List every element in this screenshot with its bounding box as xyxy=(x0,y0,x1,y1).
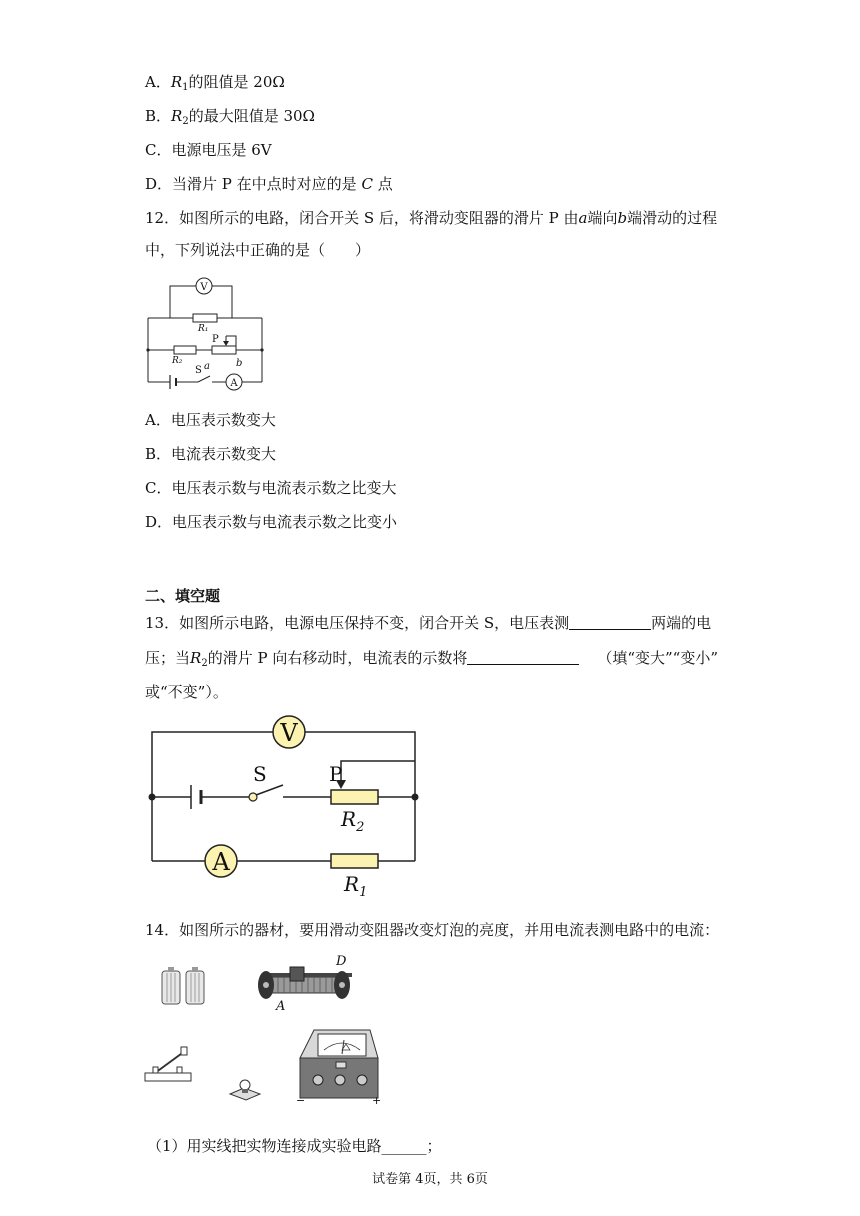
q11-option-b: B．$R_2$的最大阻值是 30Ω xyxy=(145,107,315,127)
q11-option-a: A．$R_1$的阻值是 20Ω xyxy=(145,73,285,93)
q13-p-label: P xyxy=(329,762,343,786)
q12-r2-label: R₂ xyxy=(172,356,183,366)
ammeter-plus-label: + xyxy=(372,1094,382,1107)
q13-ammeter-label: A xyxy=(212,848,230,876)
q13-stem-line1: 13．如图所示电路，电源电压保持不变，闭合开关 S，电压表测 两端的电 xyxy=(145,614,712,632)
q13-r1-label: $R_1$ xyxy=(344,872,368,900)
q12-p-label: P xyxy=(212,334,219,345)
q12-s-label: S xyxy=(195,365,202,376)
rheostat-terminal-d: D xyxy=(336,954,347,969)
ammeter-image xyxy=(294,1028,384,1106)
q12-option-d: D．电压表示数与电流表示数之比变小 xyxy=(145,513,398,531)
q13-circuit-diagram xyxy=(145,715,425,900)
q12-option-b: B．电流表示数变大 xyxy=(145,445,277,463)
q12-a-label: a xyxy=(204,361,210,372)
knife-switch-image xyxy=(143,1045,195,1085)
rheostat-terminal-a: A xyxy=(276,999,286,1014)
q13-s-label: S xyxy=(253,762,267,786)
q12-option-c: C．电压表示数与电流表示数之比变大 xyxy=(145,479,397,497)
q13-r2-label: $R_2$ xyxy=(341,807,365,835)
q13-stem-line2: 压；当$R_2$的滑片 P 向右移动时，电流表的示数将 （填“变大”“变小” xyxy=(145,649,719,669)
q12-voltmeter-label: V xyxy=(200,282,208,293)
q12-ammeter-label: A xyxy=(230,378,238,389)
q12-circuit-diagram xyxy=(140,272,270,390)
q13-blank-2[interactable] xyxy=(467,650,579,665)
lamp-socket-image xyxy=(228,1076,262,1102)
q14-subquestion-1: （1）用实线把实物连接成实验电路______； xyxy=(147,1137,442,1155)
q12-r1-label: R₁ xyxy=(198,324,209,334)
section-title: 二、填空题 xyxy=(145,587,221,605)
q12-option-a: A．电压表示数变大 xyxy=(145,411,276,429)
battery-pair-image xyxy=(158,966,210,1006)
q13-stem-line3: 或“不变”）。 xyxy=(145,683,228,701)
page-footer: 试卷第 4页，共 6页 xyxy=(372,1172,488,1187)
q12-stem-line1: 12．如图所示的电路，闭合开关 S 后，将滑动变阻器的滑片 P 由a端向b端滑动的过程 xyxy=(145,209,718,227)
q13-voltmeter-label: V xyxy=(280,719,298,747)
q11-option-d: D．当滑片 P 在中点时对应的是 C 点 xyxy=(145,175,393,193)
rheostat-image xyxy=(256,953,356,1014)
q12-stem-line2: 中，下列说法中正确的是（ ） xyxy=(145,241,371,259)
q13-blank-1[interactable] xyxy=(569,615,651,630)
ammeter-minus-label: − xyxy=(296,1094,306,1107)
q14-stem: 14．如图所示的器材，要用滑动变阻器改变灯泡的亮度，并用电流表测电路中的电流： xyxy=(145,921,720,939)
q11-option-c: C．电源电压是 6V xyxy=(145,141,272,159)
q12-b-label: b xyxy=(236,358,243,369)
